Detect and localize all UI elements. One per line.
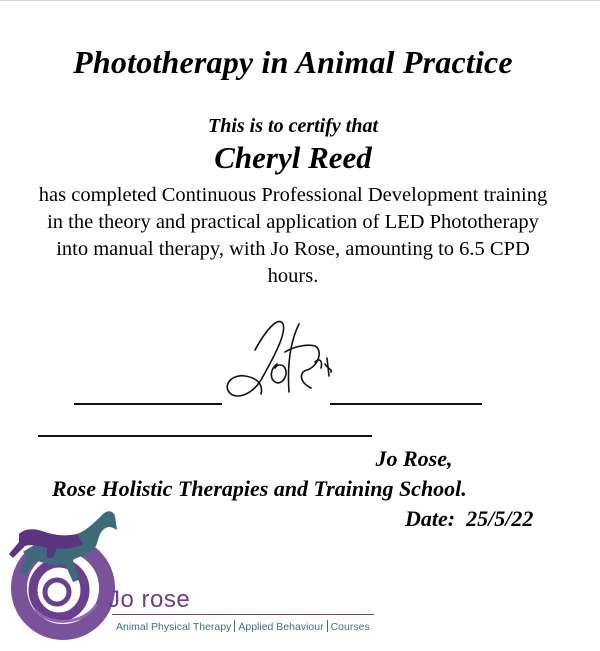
- certify-line: This is to certify that: [208, 115, 378, 137]
- top-border: [0, 0, 600, 1]
- school-name: Rose Holistic Therapies and Training School.: [52, 476, 467, 501]
- signatory-name: [0, 446, 582, 472]
- body-line: has completed Continuous Professional Development training: [38, 184, 548, 206]
- signature-image: [215, 310, 345, 410]
- logo-tagline: [116, 620, 370, 633]
- body-line: hours.: [267, 265, 319, 287]
- tagline-part: Applied Behaviour: [238, 621, 324, 633]
- tagline-separator: [234, 620, 235, 632]
- signatory-name-text: Jo Rose,: [375, 446, 453, 471]
- tagline-separator: [327, 620, 328, 632]
- tagline-part: Animal Physical Therapy: [116, 621, 232, 633]
- signature-line-right: [330, 403, 482, 405]
- signature-line-left: [74, 403, 222, 405]
- tagline-part: Courses: [330, 621, 370, 633]
- logo-name: Jo rose: [108, 586, 191, 613]
- recipient-name: Cheryl Reed: [214, 140, 372, 175]
- body-line: into manual therapy, with Jo Rose, amounting to 6.5 CPD: [56, 238, 530, 260]
- body-line: in the theory and practical application of LED Phototherapy: [47, 211, 539, 233]
- logo-rule: [112, 614, 374, 615]
- certificate-date: Date: 25/5/22: [405, 506, 534, 531]
- certificate-title: Phototherapy in Animal Practice: [73, 44, 513, 80]
- divider-line: [38, 435, 372, 437]
- certificate-body: [6, 182, 580, 290]
